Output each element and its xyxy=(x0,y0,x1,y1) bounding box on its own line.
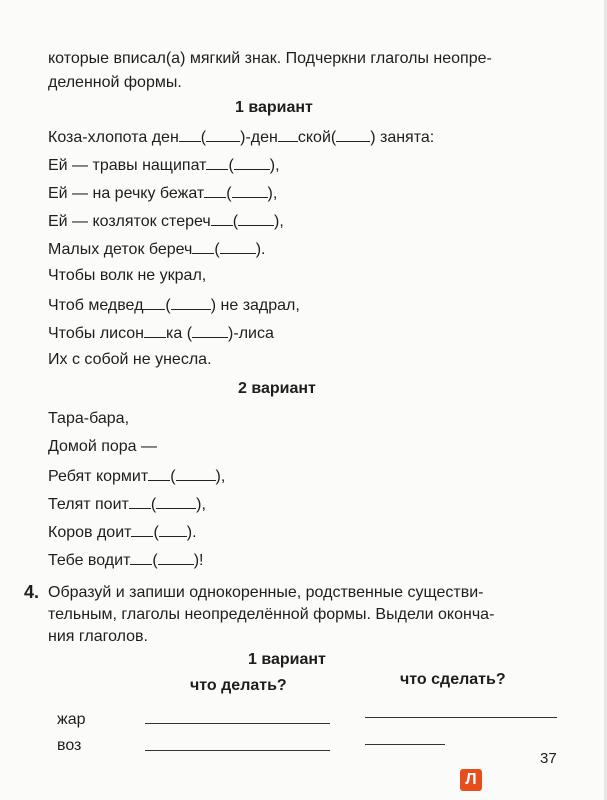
publisher-logo: Л xyxy=(460,769,482,791)
variant-1-title: 1 вариант xyxy=(235,99,313,116)
poem-1-line-7: Чтоб медвед ( ) не задрал, xyxy=(48,297,300,314)
word-zhar: жар xyxy=(57,711,86,728)
poem-1-line-1: Коза-хлопота ден ( )-ден ской( ) занята: xyxy=(48,129,435,146)
column-what-to-do: что делать? xyxy=(190,677,287,694)
page-number: 37 xyxy=(540,750,557,767)
answer-line-zhar-2[interactable] xyxy=(365,717,557,718)
poem-1-line-9: Их с собой не унесла. xyxy=(48,351,212,368)
poem-1-line-3: Ей — на речку бежат ( ), xyxy=(48,185,278,202)
answer-line-voz-1[interactable] xyxy=(145,750,330,751)
poem-2-line-5: Коров доит ( ). xyxy=(48,524,197,541)
variant-2-title: 2 вариант xyxy=(238,380,316,397)
intro-line-1: которые вписал(а) мягкий знак. Подчеркни глаголы неопре- xyxy=(48,50,492,67)
poem-2-line-6: Тебе водит ( )! xyxy=(48,552,204,569)
task-4-line-1: Образуй и запиши однокоренные, родственные существи- xyxy=(48,584,484,601)
task-4-line-2: тельным, глаголы неопределённой формы. Выдели оконча- xyxy=(48,606,495,623)
poem-1-line-6: Чтобы волк не украл, xyxy=(48,267,207,284)
task-4-number: 4. xyxy=(24,582,40,602)
task-4-variant-title: 1 вариант xyxy=(248,651,326,668)
poem-1-line-4: Ей — козляток стереч ( ), xyxy=(48,213,284,230)
poem-2-line-1: Тара-бара, xyxy=(48,410,130,427)
poem-2-line-4: Телят поит ( ), xyxy=(48,496,206,513)
intro-line-2: деленной формы. xyxy=(48,74,182,91)
column-what-to-finish: что сделать? xyxy=(400,671,506,688)
poem-1-line-5: Малых деток береч ( ). xyxy=(48,241,266,258)
poem-2-line-2: Домой пора — xyxy=(48,438,157,455)
word-voz: воз xyxy=(57,737,82,754)
poem-1-line-2: Ей — травы нащипат ( ), xyxy=(48,157,280,174)
answer-line-voz-2[interactable] xyxy=(365,744,445,745)
task-4-line-3: ния глаголов. xyxy=(48,628,148,645)
poem-2-line-3: Ребят кормит ( ), xyxy=(48,468,226,485)
poem-1-line-8: Чтобы лисон ка ( )-лиса xyxy=(48,325,274,342)
answer-line-zhar-1[interactable] xyxy=(145,723,330,724)
